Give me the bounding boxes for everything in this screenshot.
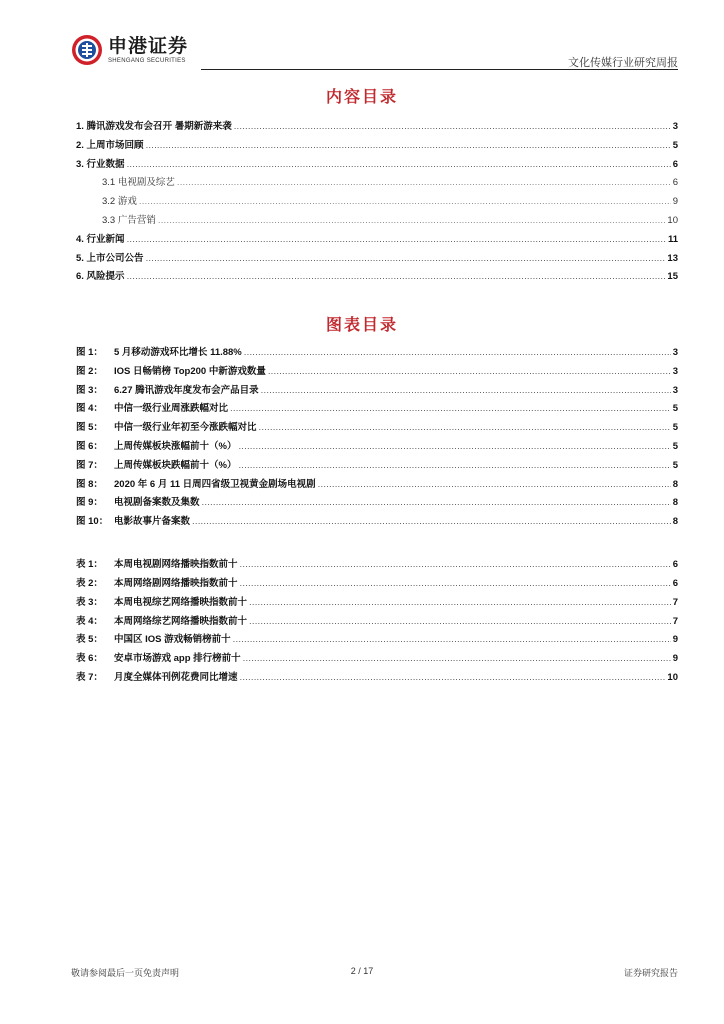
dot-leader [234,121,671,132]
figure-number: 图 10： [76,516,109,527]
table-page: 10 [667,672,678,683]
toc-subitem[interactable] [102,174,678,188]
figure-entry[interactable] [76,344,678,358]
toc-item-label: 2. 上周市场回顾 [76,140,144,151]
figure-page: 8 [672,516,678,527]
shengang-logo-icon [71,34,103,66]
table-entry[interactable] [76,669,678,683]
logo-chinese-name: 申港证券 [108,34,189,57]
toc-item-page: 10 [667,215,678,226]
dot-leader [261,385,671,396]
toc-item-page: 3 [672,121,678,132]
figure-page: 3 [672,385,678,396]
table-page: 6 [672,559,678,570]
dot-leader [268,366,671,377]
dot-leader [158,215,666,226]
dot-leader [146,253,666,264]
header-divider [201,69,678,70]
figure-entry[interactable] [76,438,678,452]
toc-item-label: 1. 腾讯游戏发布会召开 暑期新游来袭 [76,121,232,132]
dot-leader [192,516,671,527]
figure-entry[interactable] [76,513,678,527]
toc-item-page: 6 [672,177,678,188]
figure-page: 8 [672,497,678,508]
figure-label: 中信一级行业年初至今涨跌幅对比 [114,422,257,433]
figure-number: 图 7： [76,460,103,471]
figure-label: 上周传媒板块跌幅前十（%） [114,460,237,471]
document-type: 证券研究报告 [623,969,678,979]
figure-label: IOS 日畅销榜 Top200 中新游戏数量 [114,366,266,377]
table-page: 7 [672,616,678,627]
figure-page: 3 [672,347,678,358]
figure-number: 图 3： [76,385,103,396]
figure-number: 图 1： [76,347,103,358]
figure-number: 图 9： [76,497,103,508]
dot-leader [243,653,671,664]
logo-english-name: SHENGANG SECURITIES [108,57,186,64]
dot-leader [202,497,671,508]
dot-leader [244,347,671,358]
table-page: 9 [672,653,678,664]
toc-item-label: 5. 上市公司公告 [76,253,144,264]
dot-leader [318,479,671,490]
toc-item-page: 6 [672,159,678,170]
table-entry[interactable] [76,631,678,645]
figure-number: 图 6： [76,441,103,452]
dot-leader [240,578,671,589]
dot-leader [146,140,671,151]
figure-number: 图 4： [76,403,103,414]
toc-item-page: 11 [667,234,678,245]
table-number: 表 6： [76,653,103,664]
table-label: 本周电视综艺网络播映指数前十 [114,597,248,608]
toc-item-page: 5 [672,140,678,151]
table-entry[interactable] [76,575,678,589]
figure-page: 8 [672,479,678,490]
dot-leader [259,422,671,433]
toc-item-page: 9 [672,196,678,207]
table-number: 表 4： [76,616,103,627]
dot-leader [230,403,671,414]
toc-item[interactable] [76,156,678,170]
table-number: 表 7： [76,672,103,683]
dot-leader [127,271,666,282]
table-number: 表 3： [76,597,103,608]
toc-item-label: 3.2 游戏 [102,196,137,207]
figure-page: 3 [672,366,678,377]
disclaimer-note: 敬请参阅最后一页免责声明 [71,969,180,979]
figure-label: 6.27 腾讯游戏年度发布会产品目录 [114,385,259,396]
table-label: 月度全媒体刊例花费同比增速 [114,672,238,683]
dot-leader [249,616,671,627]
toc-item-label: 3. 行业数据 [76,159,125,170]
figure-number: 图 2： [76,366,103,377]
dot-leader [233,634,671,645]
table-page: 6 [672,578,678,589]
table-entry[interactable] [76,650,678,664]
dot-leader [240,672,666,683]
figure-number: 图 8： [76,479,103,490]
table-label: 中国区 IOS 游戏畅销榜前十 [114,634,231,645]
toc-subitem[interactable] [102,212,678,226]
figure-page: 5 [672,422,678,433]
figure-entry[interactable] [76,363,678,377]
table-label: 安卓市场游戏 app 排行榜前十 [114,653,241,664]
dot-leader [177,177,671,188]
figure-entry[interactable] [76,419,678,433]
figures-title: 图表目录 [325,315,398,334]
toc-item[interactable] [76,118,678,132]
figure-label: 中信一级行业周涨跌幅对比 [114,403,229,414]
table-number: 表 5： [76,634,103,645]
toc-item-label: 3.1 电视剧及综艺 [102,177,175,188]
figure-entry[interactable] [76,400,678,414]
figure-label: 2020 年 6 月 11 日周四省级卫视黄金剧场电视剧 [114,479,316,490]
dot-leader [127,234,666,245]
table-entry[interactable] [76,594,678,608]
dot-leader [249,597,671,608]
figure-page: 5 [672,403,678,414]
toc-item-label: 3.3 广告营销 [102,215,156,226]
contents-title: 内容目录 [325,87,398,106]
dot-leader [238,441,670,452]
toc-item-label: 4. 行业新闻 [76,234,125,245]
table-page: 9 [672,634,678,645]
toc-item-label: 6. 风险提示 [76,271,125,282]
figure-number: 图 5： [76,422,103,433]
table-label: 本周网络综艺网络播映指数前十 [114,616,248,627]
toc-subitem[interactable] [102,193,678,207]
figure-entry[interactable] [76,476,678,490]
table-label: 本周网络剧网络播映指数前十 [114,578,238,589]
table-label: 本周电视剧网络播映指数前十 [114,559,238,570]
figure-label: 5 月移动游戏环比增长 11.88% [114,347,242,358]
figure-label: 电视剧备案数及集数 [114,497,200,508]
company-logo [71,34,188,66]
figure-entry[interactable] [76,494,678,508]
table-number: 表 1： [76,559,103,570]
dot-leader [240,559,671,570]
figure-entry[interactable] [76,457,678,471]
figure-page: 5 [672,460,678,471]
toc-item[interactable] [76,250,678,264]
figure-label: 上周传媒板块涨幅前十（%） [114,441,237,452]
toc-item[interactable] [76,231,678,245]
toc-item[interactable] [76,268,678,282]
report-type: 文化传媒行业研究周报 [568,56,678,69]
table-number: 表 2： [76,578,103,589]
table-entry[interactable] [76,613,678,627]
toc-item[interactable] [76,137,678,151]
figure-entry[interactable] [76,382,678,396]
table-page: 7 [672,597,678,608]
figure-label: 电影故事片备案数 [114,516,191,527]
dot-leader [238,460,670,471]
dot-leader [139,196,671,207]
toc-item-page: 15 [667,271,678,282]
figure-page: 5 [672,441,678,452]
table-entry[interactable] [76,556,678,570]
page-indicator: 2 / 17 [350,966,374,976]
toc-item-page: 13 [667,253,678,264]
dot-leader [127,159,671,170]
